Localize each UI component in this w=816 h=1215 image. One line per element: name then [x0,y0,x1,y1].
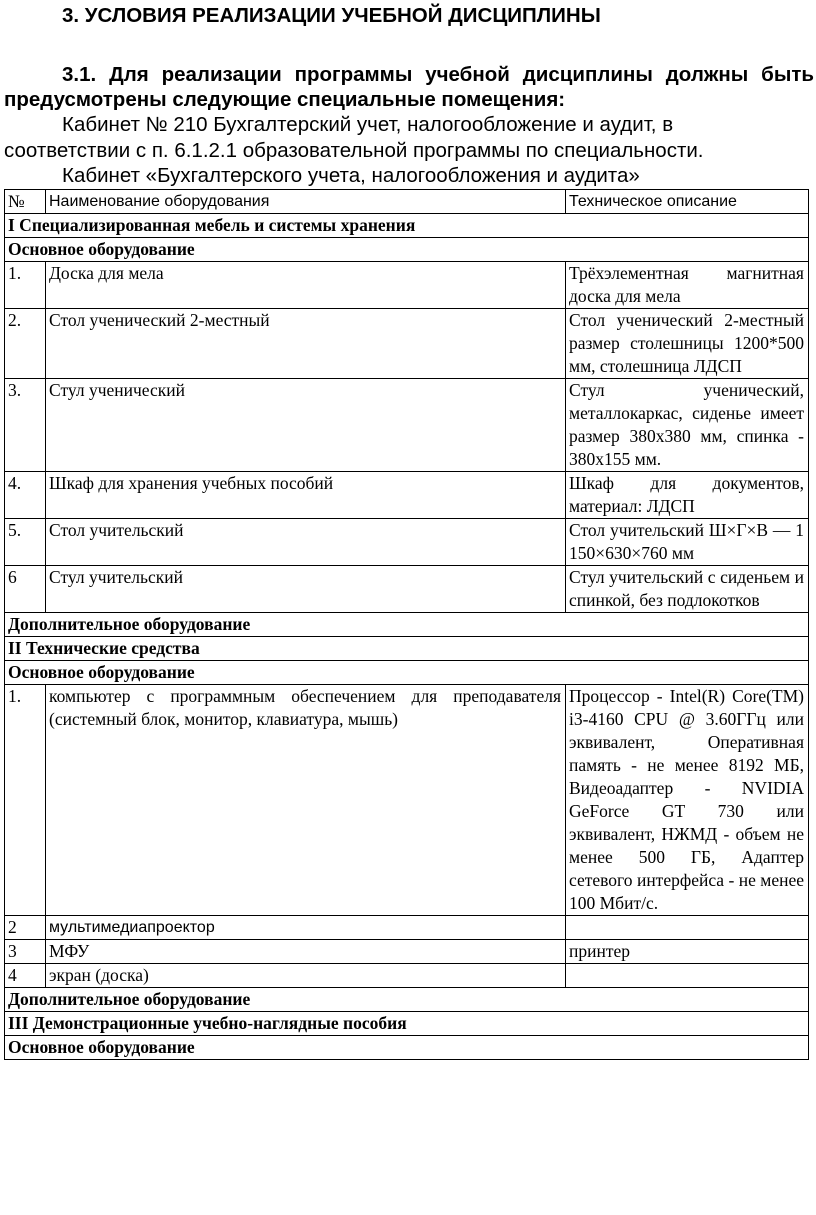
row-name: Стол ученический 2-местный [46,309,566,379]
section-row [5,637,809,661]
table-row [5,472,809,519]
table-row [5,309,809,379]
section-heading: 3. УСЛОВИЯ РЕАЛИЗАЦИИ УЧЕБНОЙ ДИСЦИПЛИНЫ [62,4,601,27]
section-title: III Демонстрационные учебно-наглядные пособия [5,1012,809,1036]
row-name: Стул ученический [46,379,566,472]
paragraph-line3: Кабинет «Бухгалтерского учета, налогообложения и аудита» [62,164,640,187]
row-desc: Стол учительский Ш×Г×В — 1 150×630×760 мм [566,519,809,566]
row-name: Стол учительский [46,519,566,566]
table-row [5,916,809,940]
row-name: компьютер с программным обеспечением для преподавателя (системный блок, монитор, клавиатура, мышь) [46,685,566,916]
row-num: 6 [5,566,46,613]
subsection-title: Дополнительное оборудование [5,613,809,637]
row-desc: принтер [566,940,809,964]
table-row [5,379,809,472]
table-row [5,566,809,613]
equipment-table [4,189,809,1060]
row-desc: Стул ученический, металлокаркас, сиденье имеет размер 380х380 мм, спинка - 380х155 мм. [566,379,809,472]
row-num: 2. [5,309,46,379]
header-num: № [5,190,46,214]
row-desc: Процессор - Intel(R) Core(TM) i3-4160 CPU @ 3.60ГГц или эквивалент, Оперативная память - не менее 8192 МБ, Видеоадаптер - NVIDIA GeForce GT 730 или эквивалент, НЖМД - объем не менее 500 ГБ, Адаптер сетевого интерфейса - не менее 100 Мбит/с. [566,685,809,916]
row-name: Стул учительский [46,566,566,613]
row-num: 2 [5,916,46,940]
subsection-row [5,1036,809,1060]
subsection-row [5,661,809,685]
subsection-row [5,988,809,1012]
row-name: мультимедиапроектор [46,916,566,940]
row-name: экран (доска) [46,964,566,988]
subsection-row [5,613,809,637]
header-name: Наименование оборудования [46,190,566,214]
table-row [5,964,809,988]
row-desc: Шкаф для документов, материал: ЛДСП [566,472,809,519]
row-name: Доска для мела [46,262,566,309]
row-num: 5. [5,519,46,566]
subsection-row [5,238,809,262]
subsection-heading-line2: предусмотрены следующие специальные помещения: [4,88,566,111]
row-num: 4. [5,472,46,519]
row-num: 1. [5,262,46,309]
table-row [5,519,809,566]
table-header-row [5,190,809,214]
row-num: 3. [5,379,46,472]
section-title: II Технические средства [5,637,809,661]
row-num: 4 [5,964,46,988]
table-row [5,262,809,309]
subsection-heading-line1: 3.1. Для реализации программы учебной дисциплины должны быть [62,63,814,86]
row-name: МФУ [46,940,566,964]
row-desc: Стул учительский с сиденьем и спинкой, без подлокотков [566,566,809,613]
row-desc [566,916,809,940]
row-desc [566,964,809,988]
subsection-title: Дополнительное оборудование [5,988,809,1012]
paragraph-line1: Кабинет № 210 Бухгалтерский учет, налогообложение и аудит, в [62,113,674,136]
table-row [5,940,809,964]
subsection-title: Основное оборудование [5,238,809,262]
paragraph-line2: соответствии с п. 6.1.2.1 образовательной программы по специальности. [4,139,704,162]
section-row [5,1012,809,1036]
row-num: 1. [5,685,46,916]
subsection-title: Основное оборудование [5,1036,809,1060]
row-name: Шкаф для хранения учебных пособий [46,472,566,519]
section-title: I Специализированная мебель и системы хранения [5,214,809,238]
subsection-title: Основное оборудование [5,661,809,685]
row-desc: Стол ученический 2-местный размер столешницы 1200*500 мм, столешница ЛДСП [566,309,809,379]
header-desc: Техническое описание [566,190,809,214]
table-row [5,685,809,916]
row-num: 3 [5,940,46,964]
row-desc: Трёхэлементная магнитная доска для мела [566,262,809,309]
section-row [5,214,809,238]
